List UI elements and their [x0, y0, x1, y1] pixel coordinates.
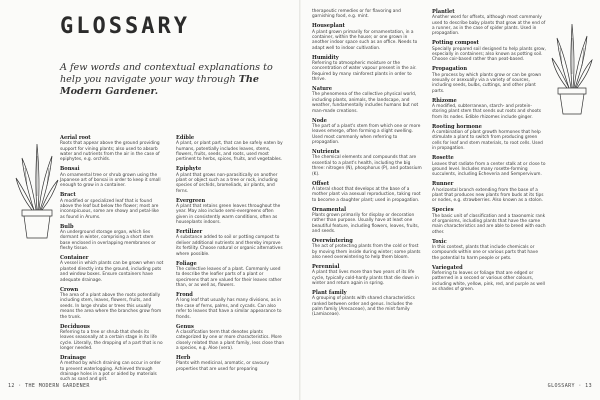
- leaf: [22, 158, 36, 210]
- glossary-term: Rooting hormone: [432, 123, 482, 130]
- glossary-entry: [312, 149, 422, 177]
- glossary-entry: [312, 55, 422, 83]
- glossary-column-3: [312, 9, 422, 321]
- glossary-definition: Referring to a tree or shrub that sheds its leaves seasonally at a certain stage in its life cycle. Literally, the dropping of a part that is no longer needed.: [60, 329, 163, 351]
- glossary-entry: [60, 255, 164, 283]
- pot-rim: [558, 88, 586, 94]
- glossary-entry: [312, 23, 422, 51]
- glossary-entry: [432, 181, 546, 203]
- glossary-definition: therapeutic remedies or for flavoring and garnishing food, e.g. mint.: [312, 9, 401, 20]
- glossary-term: Rosette: [432, 155, 454, 162]
- glossary-term: Houseplant: [312, 23, 345, 30]
- glossary-entry: [432, 124, 546, 152]
- glossary-entry: [432, 66, 546, 94]
- glossary-term: Epiphyte: [176, 166, 202, 173]
- glossary-entry: [60, 287, 164, 320]
- glossary-term: Deciduous: [60, 323, 90, 330]
- glossary-definition: The part of a plant's stem from which one or more leaves emerge, often forming a slight swelling. Used most commonly when referring to propagation.: [312, 123, 421, 146]
- glossary-term: Offset: [312, 180, 330, 187]
- book-gutter: [299, 0, 301, 400]
- glossary-term: Foliage: [176, 260, 197, 267]
- glossary-definition: The process by which plants grow or can be grown sexually or asexually via a variety of sources, including seeds, bulbs, cuttings, and other plant parts.: [432, 72, 542, 94]
- glossary-entry: [312, 207, 422, 235]
- glossary-entry: [312, 86, 422, 114]
- pot-body: [560, 94, 584, 114]
- glossary-entry: [60, 224, 164, 252]
- glossary-entry: [432, 155, 546, 177]
- leaf: [571, 24, 574, 88]
- page-footer-right: GLOSSARY · 13: [547, 383, 592, 389]
- glossary-definition: Specially prepared soil designed to help plants grow, especially in containers; also known as potting soil. Choose coir-based rather than peat-based.: [432, 46, 546, 63]
- glossary-term: Edible: [176, 135, 195, 141]
- glossary-entry: [176, 324, 286, 352]
- intro-sentence: A few words and contextual explanations to help you navigate your way through: [60, 62, 273, 85]
- glossary-term: Frond: [176, 292, 193, 299]
- glossary-entry: [312, 290, 422, 318]
- glossary-definition: A grouping of plants with shared characteristics ranked between order and genus. Includes the palm family (Arecaceae), and the mint family (Lamiaceae).: [312, 296, 415, 318]
- glossary-definition: An underground storage organ, which lies dormant in winter, comprising a short stem base enclosed in overlapping membranes or fleshy tissue.: [60, 230, 156, 252]
- glossary-definition: The act of protecting plants from the cold or frost by moving them inside during winter; some plants also need overwintering to help them bloom.: [312, 244, 421, 260]
- glossary-term: Perennial: [312, 263, 340, 270]
- page-title: GLOSSARY: [60, 14, 190, 39]
- left-plant-illustration: [14, 126, 60, 246]
- glossary-term: Propagation: [432, 66, 468, 73]
- glossary-definition: Roots that appear above the ground providing support for vining plants; also used to absorb water and nutrients from the air in the case of epiphytes, e.g. orchids.: [60, 141, 160, 163]
- glossary-term: Evergreen: [176, 197, 206, 204]
- glossary-definition: A plant grown primarily for ornamentation, in a container, within the house; or one grown in another indoor space such as an office. Needs to adapt well to indoor cultivation.: [312, 29, 418, 51]
- glossary-term: Fertilizer: [176, 229, 203, 236]
- glossary-entry: [312, 118, 422, 146]
- glossary-term: Variegated: [432, 264, 463, 271]
- glossary-definition: A substance added to soil or potting compost to deliver additional nutrients and thereby improve its fertility. Choose natural or organic alternatives where possible.: [176, 235, 283, 257]
- glossary-definition: The chemical elements and compounds that are essential to a plant's health, including the big three: nitrogen (N), phosphorus (P), and potassium (K).: [312, 155, 422, 177]
- glossary-term: Crown: [60, 286, 79, 293]
- glossary-entry: [432, 265, 546, 293]
- glossary-term: Overwintering: [312, 237, 353, 244]
- intro-text: [60, 62, 292, 98]
- glossary-entry: [60, 166, 164, 188]
- glossary-definition: Plants grown primarily for display or decoration rather than purpose. Usually have at least one beautiful feature, including flowers, leaves, fruits, and seeds.: [312, 212, 419, 234]
- glossary-definition: Plants with medicinal, aromatic, or savoury properties that are used for preparing: [176, 361, 270, 372]
- glossary-term: Rhizome: [432, 97, 457, 104]
- glossary-definition: A modified, subterranean, starch- and protein-storing plant stem that sends out roots and shoots from its nodes. Edible rhizomes include ginger.: [432, 104, 542, 120]
- glossary-definition: A plant that retains green leaves throughout the year. May also include semi-evergreens often given in consistently warm conditions, often as houseplants indoors.: [176, 204, 281, 226]
- leaf: [557, 38, 571, 88]
- glossary-definition: A long leaf that usually has many divisions, as in the case of ferns, palms, and cycads. Can also refer to leaves that have a similar appearance to fronds.: [176, 298, 282, 320]
- glossary-term: Nutrients: [312, 149, 340, 156]
- glossary-term: Potting compost: [432, 40, 479, 47]
- glossary-definition: An ornamental tree or shrub grown using the Japanese art of bonsai in order to keep it small enough to grow in a container.: [60, 172, 161, 189]
- glossary-entry: [312, 238, 422, 260]
- glossary-term: Container: [60, 255, 89, 262]
- glossary-term: Plant family: [312, 289, 347, 296]
- right-plant-illustration: [550, 10, 594, 122]
- glossary-entry: [432, 207, 546, 235]
- glossary-definition: The phenomena of the collective physical world, including plants, animals, the landscape, and weather, fundamentally includes humans but not man-made creations.: [312, 92, 419, 114]
- intro-book-title: The Modern Gardener.: [60, 74, 259, 97]
- glossary-term: Genus: [176, 323, 194, 330]
- glossary-definition: In this context, plants that include chemicals or compounds within one or various parts that have the potential to harm people or pets.: [432, 244, 538, 261]
- pot-body: [24, 216, 50, 238]
- leaf: [16, 178, 34, 210]
- glossary-term: Herb: [176, 354, 191, 361]
- glossary-definition: A method by which draining can occur in order to prevent waterlogging. Achieved through drainage holes in a pot or aided by materials such as sand and grit.: [60, 361, 161, 383]
- glossary-entry: [312, 181, 422, 203]
- glossary-definition: The basic unit of classification and a taxonomic rank of organisms, including plants that have the same main characteristics and are able to breed with each other.: [432, 213, 546, 235]
- leaf: [39, 156, 52, 210]
- glossary-term: Aerial root: [60, 135, 91, 141]
- glossary-term: Humidity: [312, 54, 339, 61]
- glossary-term: Toxic: [432, 238, 447, 245]
- glossary-term: Runner: [432, 181, 454, 188]
- glossary-definition: A horizontal branch extending from the base of a plant that produces new plants from buds at its tips or nodes, e.g. strawberries. Also known as a stolon.: [432, 187, 544, 204]
- glossary-term: Bonsai: [60, 166, 80, 173]
- glossary-entry: [176, 229, 286, 257]
- glossary-entry: [176, 135, 286, 163]
- glossary-term: Nature: [312, 86, 332, 93]
- glossary-entry: [312, 264, 422, 286]
- glossary-entry: [60, 135, 164, 163]
- glossary-entry: [60, 192, 164, 220]
- glossary-term: Node: [312, 117, 327, 124]
- glossary-entry: [432, 40, 546, 62]
- glossary-term: Ornamental: [312, 206, 347, 213]
- glossary-entry: [432, 98, 546, 120]
- glossary-term: Drainage: [60, 354, 87, 361]
- glossary-definition: Referring to atmospheric moisture or the concentration of water vapour present in the air. Required by many rainforest plants in order to thrive.: [312, 61, 417, 83]
- glossary-definition: The collective leaves of a plant. Commonly used to describe the leafier parts of a plant or specimens that are valued for their leaves rather than, or as well as, flowers.: [176, 266, 282, 289]
- glossary-definition: The area of a plant above the roots potentially including stem, leaves, flowers, fruits, and seeds. In large shrubs or trees this usually means the area where the branches grow from the trunk.: [60, 292, 162, 320]
- pot-rim: [22, 210, 52, 216]
- glossary-entry: [176, 166, 286, 194]
- leaf: [552, 58, 569, 88]
- glossary-definition: A plant that lives more than two years of its life cycle, typically cold-hardy plants that die down in winter and return again in spring.: [312, 270, 419, 286]
- glossary-term: Plantlet: [432, 9, 455, 15]
- glossary-definition: Referring to leaves or foliage that are edged or patterned in a second or various other colours, including white, yellow, pink, red, and purple as well as shades of green.: [432, 270, 545, 293]
- glossary-entry: [176, 355, 286, 372]
- glossary-definition: A plant that grows non-parasitically on another plant or object such as a tree or rock, including species of orchids, bromeliads, air plants, and ferns.: [176, 172, 278, 194]
- glossary-definition: Another word for offsets, although most commonly used to describe baby plants that grow at the end of a runner, as in the case of spider plants. Used in propagation.: [432, 15, 546, 37]
- glossary-entry: [176, 261, 286, 289]
- glossary-definition: A classification term that denotes plants categorized by one or more characteristics. More closely related than a plant family, less close than a species, e.g. Aloe (vera).: [176, 329, 285, 351]
- glossary-entry: [432, 9, 546, 37]
- glossary-entry: [60, 324, 164, 352]
- leaf: [36, 144, 39, 210]
- page-footer-left: 12 · THE MODERN GARDENER: [8, 383, 90, 389]
- glossary-definition: A vessel in which plants can be grown when not planted directly into the ground, including pots and window boxes. Ensure containers have adequate drainage.: [60, 261, 164, 283]
- leaf: [574, 36, 587, 88]
- glossary-column-2: [176, 135, 286, 376]
- glossary-definition: A modified or specialized leaf that is found above the leaf but below the flower; most are inconspicuous, some are showy and petal-like as found in Arums.: [60, 198, 159, 220]
- glossary-entry: [176, 292, 286, 320]
- glossary-term: Bract: [60, 192, 76, 199]
- glossary-definition: A lateral shoot that develops at the base of a mother plant via asexual reproduction, taking root to become a daughter plant; used in propagation.: [312, 186, 421, 203]
- glossary-column-1: [60, 135, 164, 386]
- glossary-definition: A combination of plant growth hormones that help stimulate a plant to switch from producing green cells for leaf and stem materials, to root cells. Used in propagation.: [432, 130, 543, 152]
- glossary-entry: [312, 9, 422, 20]
- glossary-entry: [432, 239, 546, 261]
- glossary-term: Bulb: [60, 223, 74, 230]
- glossary-definition: Leaves that radiate from a center stalk at or close to ground level. Includes many rosette-forming succulents, including Echeveria and Sempervivum.: [432, 161, 546, 178]
- glossary-entry: [176, 198, 286, 226]
- glossary-entry: [60, 355, 164, 383]
- glossary-column-4: [432, 9, 546, 296]
- glossary-term: Species: [432, 207, 454, 214]
- glossary-definition: A plant, or plant part, that can be safely eaten by humans, potentially includes leaves, stems, flowers, fruits, seeds, and roots, used most pertinent to herbs, spices, fruits, and vegetables.: [176, 141, 283, 163]
